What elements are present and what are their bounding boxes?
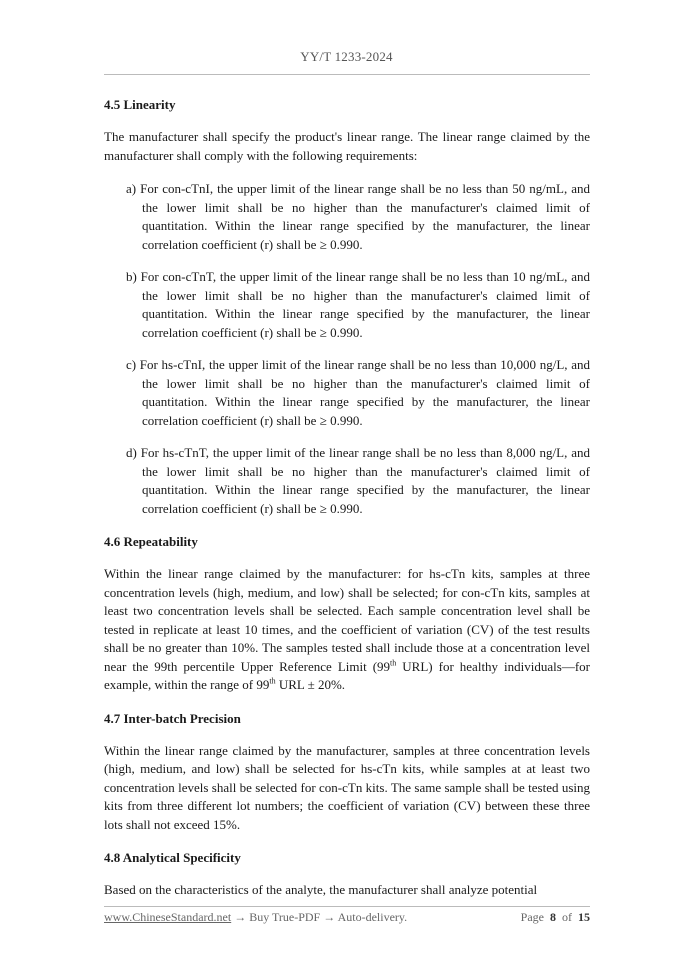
section-heading-repeatability: 4.6 Repeatability [104,534,198,549]
site-link[interactable]: www.ChineseStandard.net [104,910,232,924]
footer-links [104,910,407,925]
list-item: c) For hs-cTnI, the upper limit of the linear range shall be no less than 10,000 ng/L, and the lower limit shall be no higher than the manufacturer's claimed limit of quantitation. Within the linear range specified by the manufacturer, the linear correlation coefficient (r) shall be ≥ 0.990. [126,357,590,428]
auto-delivery-text: Auto-delivery. [337,910,408,924]
list-item: d) For hs-cTnT, the upper limit of the linear range shall be no less than 8,000 ng/L, and the lower limit shall be no higher than the manufacturer's claimed limit of quantitation. Within the linear range specified by the manufacturer, the linear correlation coefficient (r) shall be ≥ 0.990. [126,445,590,516]
arrow-right-icon: → [234,910,247,924]
list-item: a) For con-cTnI, the upper limit of the linear range shall be no less than 50 ng/mL, and the lower limit shall be no higher than the manufacturer's claimed limit of quantitation. Within the linear range specified by the manufacturer, the linear correlation coefficient (r) shall be ≥ 0.990. [126,181,590,252]
repeatability-text [104,565,590,695]
superscript-th: th [390,658,397,668]
linearity-intro: The manufacturer shall specify the product's linear range. The linear range claimed by the manufacturer shall comply with the following requirements: [104,129,590,163]
footer-rule [104,906,590,907]
page-number [521,910,590,925]
repeatability-text-part-3: URL ± 20%. [275,677,346,692]
page-footer [104,910,590,925]
header-rule [104,74,590,75]
specificity-text: Based on the characteristics of the analyte, the manufacturer shall analyze potential [104,882,538,897]
of-label: of [562,910,572,924]
superscript-th: th [269,676,276,686]
list-item: b) For con-cTnT, the upper limit of the linear range shall be no less than 10 ng/mL, and the lower limit shall be no higher than the manufacturer's claimed limit of quantitation. Within the linear range specified by the manufacturer, the linear correlation coefficient (r) shall be ≥ 0.990. [126,269,590,340]
buy-pdf-text: Buy True-PDF [249,910,321,924]
section-heading-inter-batch-precision: 4.7 Inter-batch Precision [104,710,241,726]
arrow-right-icon: → [323,910,336,924]
page-label: Page [520,910,544,924]
section-heading-analytical-specificity: 4.8 Analytical Specificity [104,850,241,865]
linearity-requirements-list [104,180,590,518]
page-header: YY/T 1233-2024 [300,49,393,64]
page-content [104,96,590,915]
repeatability-text-part-1: Within the linear range claimed by the manufacturer: for hs-cTn kits, samples at three concentration levels (high, medium, and low) shall be selected; for con-cTn kits, samples at least two concentration levels shall be selected. Each sample concentration level shall be tested in replicate at least 10 times, and the coefficient of variation (CV) of the test results shall be no greater than 10%. The samples tested shall include those at a concentration level near the 99th percentile Upper Reference Limit (99 [104,566,590,674]
total-page-number: 15 [578,910,590,924]
inter-batch-text: Within the linear range claimed by the manufacturer, samples at three concentration levels (high, medium, and low) shall be selected for hs-cTn kits, while samples at at least two concentration levels shall be selected for con-cTn kits. The same sample shall be tested using kits from three different lot numbers; the coefficient of variation (CV) between these three lots shall not exceed 15%. [104,742,590,832]
current-page-number: 8 [550,910,556,924]
section-heading-linearity: 4.5 Linearity [104,97,176,112]
repeatability-text-part-2: URL) for healthy individuals—for example, within the range of 99 [104,658,590,692]
